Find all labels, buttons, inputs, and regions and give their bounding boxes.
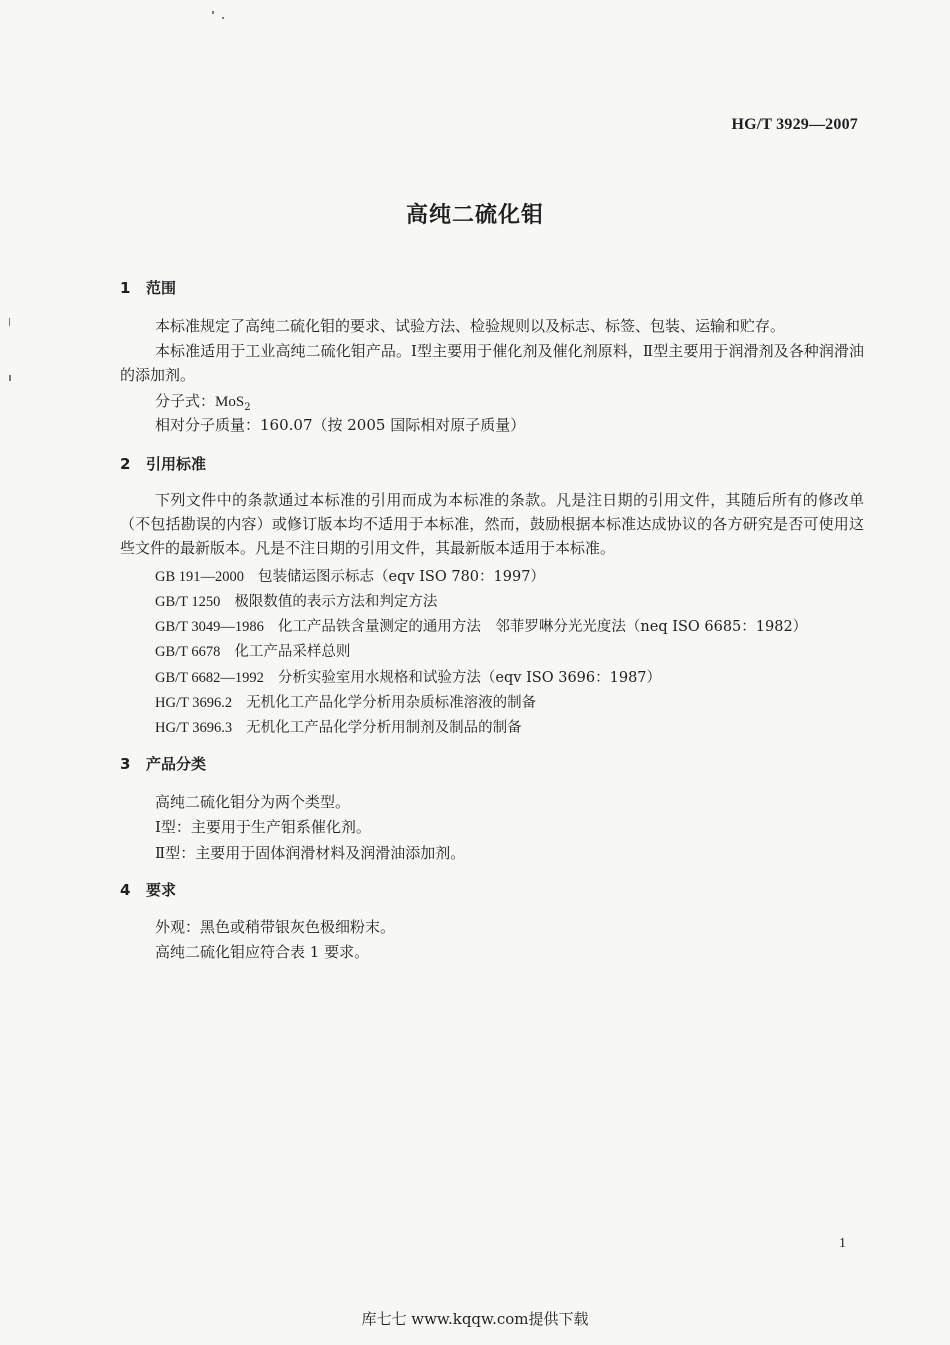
molecular-mass: 相对分子质量：160.07（按 2005 国际相对原子质量） — [155, 416, 526, 434]
section-title: 产品分类 — [146, 755, 207, 773]
reference-code: GB/T 6682—1992 — [155, 670, 264, 686]
reference-item — [155, 590, 437, 611]
section-4-heading — [120, 879, 176, 900]
reference-name: 分析实验室用水规格和试验方法（eqv ISO 3696：1987） — [277, 670, 662, 686]
reference-name: 极限数值的表示方法和判定方法 — [234, 594, 438, 610]
reference-code: HG/T 3696.3 — [155, 720, 233, 736]
scan-speck — [222, 17, 224, 19]
reference-item — [155, 691, 536, 712]
reference-name: 无机化工产品化学分析用制剂及制品的制备 — [246, 720, 522, 736]
section-number: 1 — [120, 279, 131, 297]
scan-speck — [9, 318, 10, 326]
scope-paragraph-1: 本标准规定了高纯二硫化钼的要求、试验方法、检验规则以及标志、标签、包装、运输和贮存。 — [155, 317, 786, 335]
section-3-heading — [120, 753, 206, 774]
reference-item — [155, 565, 545, 586]
requirement-appearance: 外观：黑色或稍带银灰色极细粉末。 — [155, 918, 396, 936]
reference-code: GB/T 1250 — [155, 594, 221, 610]
download-footer: 库七七 www.kqqw.com提供下载 — [361, 1310, 589, 1328]
reference-code: HG/T 3696.2 — [155, 695, 233, 711]
scan-speck — [212, 11, 214, 14]
section-number: 4 — [120, 881, 131, 899]
reference-item — [155, 716, 522, 737]
requirement-table-note: 高纯二硫化钼应符合表 1 要求。 — [155, 943, 370, 961]
classification-paragraph-1: 高纯二硫化钼分为两个类型。 — [155, 793, 351, 811]
page-number: 1 — [839, 1236, 846, 1251]
scan-speck — [9, 375, 11, 381]
reference-name: 包装储运图示标志（eqv ISO 780：1997） — [258, 569, 545, 585]
reference-code: GB 191—2000 — [155, 569, 245, 585]
scope-paragraph-2: 本标准适用于工业高纯二硫化钼产品。Ⅰ型主要用于催化剂及催化剂原料，Ⅱ型主要用于润滑剂及各种润滑油的添加剂。 — [120, 342, 864, 384]
molecular-formula — [155, 390, 251, 413]
references-intro: 下列文件中的条款通过本标准的引用而成为本标准的条款。凡是注日期的引用文件，其随后所有的修改单（不包括勘误的内容）或修订版本均不适用于本标准，然而，鼓励根据本标准达成协议的各方研究是否可使用这些文件的最新版本。凡是不注日期的引用文件，其最新版本适用于本标准。 — [120, 491, 864, 557]
reference-name: 化工产品铁含量测定的通用方法 邻菲罗啉分光光度法（neq ISO 6685：1982） — [277, 619, 808, 635]
classification-type-2: Ⅱ型：主要用于固体润滑材料及润滑油添加剂。 — [155, 844, 466, 862]
section-title: 要求 — [146, 881, 177, 899]
reference-name: 化工产品采样总则 — [234, 644, 351, 660]
reference-item — [155, 615, 807, 636]
section-1-heading — [120, 277, 176, 298]
section-title: 引用标准 — [146, 455, 207, 473]
document-title: 高纯二硫化钼 — [405, 203, 544, 228]
formula-subscript: 2 — [244, 402, 251, 413]
section-number: 2 — [120, 455, 131, 473]
formula-label: 分子式： — [155, 392, 216, 410]
reference-code: GB/T 6678 — [155, 644, 221, 660]
section-title: 范围 — [146, 279, 177, 297]
standard-code: HG/T 3929—2007 — [731, 116, 858, 133]
section-2-heading — [120, 453, 206, 474]
reference-code: GB/T 3049—1986 — [155, 619, 264, 635]
reference-item — [155, 640, 350, 661]
reference-item — [155, 666, 661, 687]
reference-name: 无机化工产品化学分析用杂质标准溶液的制备 — [246, 695, 537, 711]
section-number: 3 — [120, 755, 131, 773]
classification-type-1: Ⅰ型：主要用于生产钼系催化剂。 — [155, 818, 371, 836]
formula-base: MoS — [215, 394, 245, 410]
